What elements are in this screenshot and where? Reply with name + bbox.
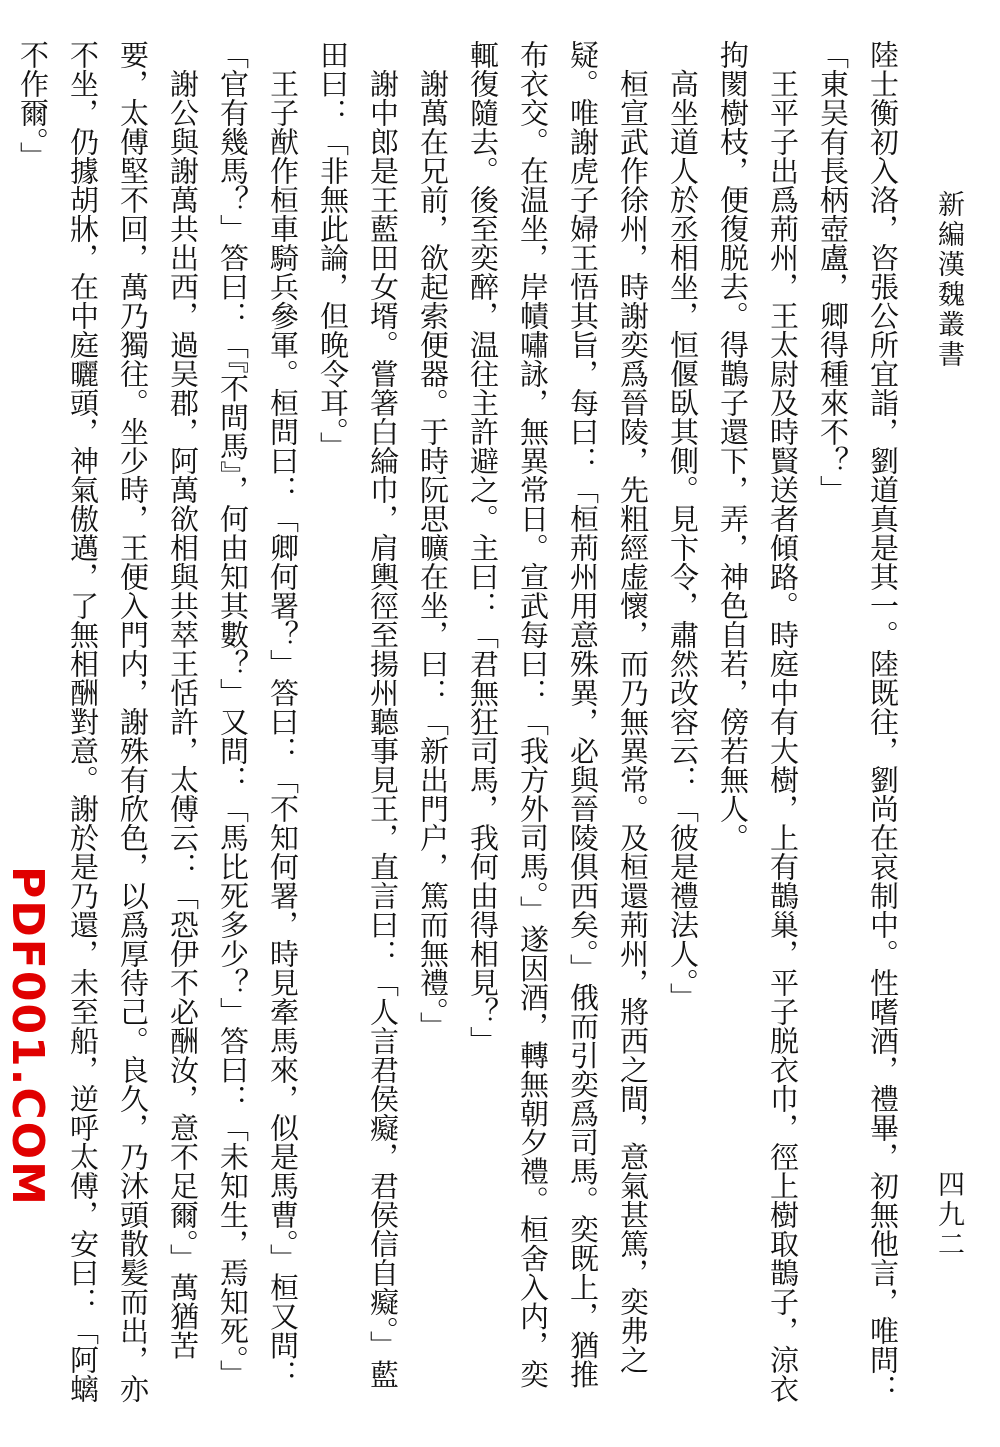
paragraph: 王平子出爲荊州，王太尉及時賢送者傾路。時庭中有大樹，上有鵲巢，平子脱衣巾，徑上樹取鵲子，涼衣拘閡樹枝，便復脱去。得鵲子還下，弄，神色自若，傍若無人。 [716,40,800,1403]
paragraph: 高坐道人於丞相坐，恒偃臥其側。見卞令，肅然改容云：「彼是禮法人。」 [666,69,700,1012]
paragraph: 謝萬在兄前，欲起索便器。于時阮思曠在坐，曰：「新出門户，篤而無禮。」 [416,69,450,1041]
paragraph: 陸士衡初入洛，咨張公所宜詣，劉道真是其一。陸既往，劉尚在哀制中。性嗜酒，禮畢，初無他言，唯問：「東吴有長柄壺盧，卿得種來不？」 [816,40,900,1403]
watermark: PDF001.COM [2,866,53,1207]
page-number: 四九二 [933,1170,964,1260]
paragraph: 王子猷作桓車騎兵參軍。桓問曰：「卿何署？」答曰：「不知何署，時見牽馬來，似是馬曹。」桓又問：「官有幾馬？」答曰：「『不問馬』，何由知其數？」又問：「馬比死多少？」答曰：「未知生，焉知死。」 [216,40,300,1389]
paragraph: 謝中郎是王藍田女壻。嘗箸白綸巾，肩輿徑至揚州聽事見王，直言曰：「人言君侯癡，君侯信自癡。」藍田曰：「非無此論，但晚令耳。」 [316,40,400,1389]
paragraph: 謝公與謝萬共出西，過吴郡，阿萬欲相與共萃王恬許，太傅云：「恐伊不必酬汝，意不足爾。」萬猶苦要，太傅堅不回，萬乃獨往。坐少時，王便入門内，謝殊有欣色，以爲厚待己。良久，乃沐頭散髪而出，亦不坐，仍據胡牀，在中庭曬頭，神氣傲邁，了無相酬對意。謝於是乃還，未至船，逆呼太傅，安曰：「阿螭不作爾。」 [16,40,200,1403]
paragraph: 桓宣武作徐州，時謝奕爲晉陵，先粗經虚懷，而乃無異常。及桓還荊州，將西之間，意氣甚篤，奕弗之疑。唯謝虎子婦王悟其旨，每曰：「桓荊州用意殊異，必與晉陵俱西矣。」俄而引奕爲司馬。奕既上，猶推布衣交。在温坐，岸幘嘯詠，無異常日。宣武每曰：「我方外司馬。」遂因酒，轉無朝夕禮。桓舍入内，奕輒復隨去。後至奕醉，温往主許避之。主曰：「君無狂司馬，我何由得相見？」 [466,40,650,1389]
running-header-title: 新編漢魏叢書 [933,190,964,370]
